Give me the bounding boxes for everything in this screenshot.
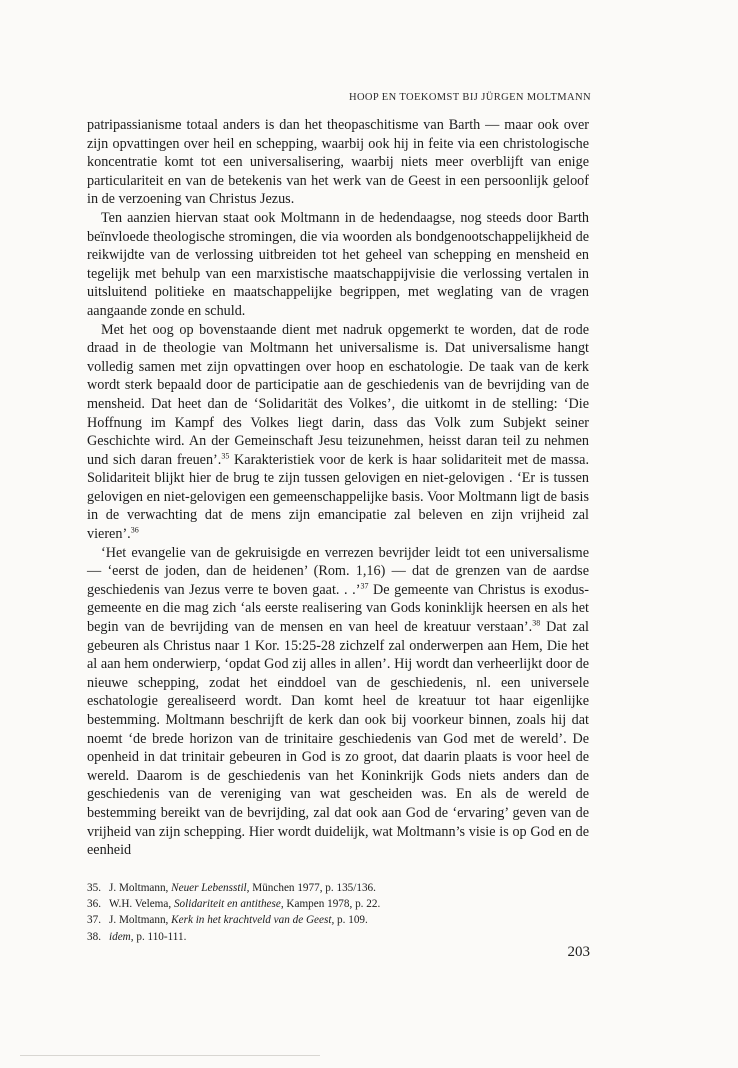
footnote-details: p. 110-111. xyxy=(133,930,187,943)
footnote-author: J. Moltmann, xyxy=(109,882,172,894)
page-number: 203 xyxy=(567,944,590,960)
footnote-35 xyxy=(87,880,589,896)
footnote-title: idem, xyxy=(109,930,134,943)
paragraph-4 xyxy=(87,544,589,860)
body-text xyxy=(87,116,589,860)
footnote-details: München 1977, p. 135/136. xyxy=(249,882,376,894)
footnote-ref-37: 37 xyxy=(360,581,369,591)
paragraph-4-text-a: ‘Het evangelie van de gekruisigde en verrezen bevrijder leidt tot een universalisme — ‘eerst de joden, dan de heidenen’ (Rom. 1,16) — dat de grenzen van de aardse geschiedenis van Jezus verre te boven gaat. . .’ xyxy=(87,544,589,598)
footnote-text xyxy=(109,912,368,928)
footnote-ref-36: 36 xyxy=(130,525,139,535)
footnote-details: Kampen 1978, p. 22. xyxy=(283,898,381,911)
footnote-36 xyxy=(87,896,589,912)
footnote-ref-35: 35 xyxy=(221,450,230,460)
footnotes xyxy=(87,880,589,945)
footnote-37 xyxy=(87,912,589,928)
footnote-number: 38. xyxy=(87,930,101,943)
paragraph-3-text-a: Met het oog op bovenstaande dient met nadruk opgemerkt te worden, dat de rode draad in de theologie van Moltmann het universalisme is. Dat universalisme hangt volledig samen met zijn opvattingen over hoop en eschatologie. De taak van de kerk wordt sterk bepaald door de participatie aan de geschiedenis van de bevrijding van de mensheid. Dat heet dan de ‘Solidarität des Volkes’, die uitkomt in de stelling: ‘Die Hoffnung im Kampf des Volkes liegt darin, dass das Volk zum Subjekt seiner Geschichte wird. An der Gemeinschaft Jesu teizunehmen, heisst daran teil zu nehmen und sich daran freuen’. xyxy=(87,321,589,468)
paragraph-4-text-b: De gemeente van Christus is exodus-gemeente en die mag zich ‘als eerste realisering van Gods koninklijk heersen en als het begin van de bevrijding van de mensen en van heel de kreatuur verstaan’. xyxy=(87,581,590,636)
footnote-text xyxy=(109,896,380,912)
paragraph-1: patripassianisme totaal anders is dan het theopaschitisme van Barth — maar ook over zijn opvattingen over heil en schepping, waarbij ook hij in feite via een christologische koncentratie komt tot een universalisering, waarbij niets meer overblijft van enige particulariteit en van de betekenis van het werk van de Geest in een persoonlijk geloof in de verzoening van Christus Jezus. xyxy=(87,117,589,208)
paragraph-3-text-b: Karakteristiek voor de kerk is haar solidariteit met de massa. Solidariteit blijkt hier de brug te zijn tussen gelovigen en niet-gelovigen . ‘Er is tussen gelovigen en niet-gelovigen een gemeenschappelijke basis. Voor Moltmann ligt de basis in de verwachting dat de mens zijn emancipatie zal beleven en zijn vrijheid zal vieren’. xyxy=(87,451,589,543)
footnote-text xyxy=(109,880,376,896)
footnote-text xyxy=(109,929,186,945)
footnote-author: W.H. Velema, xyxy=(109,898,174,911)
paragraph-3 xyxy=(87,321,589,544)
footnote-38 xyxy=(87,929,589,945)
footnote-details: p. 109. xyxy=(334,914,368,927)
footnote-author: J. Moltmann, xyxy=(109,914,172,927)
footnote-number: 35. xyxy=(87,882,101,894)
scan-edge-line xyxy=(20,1055,320,1056)
footnote-title: Neuer Lebensstil, xyxy=(171,882,250,894)
footnote-ref-38: 38 xyxy=(532,618,541,628)
footnote-number: 37. xyxy=(87,914,101,927)
footnote-title: Kerk in het krachtveld van de Geest, xyxy=(171,914,335,927)
running-head: HOOP EN TOEKOMST BIJ JÜRGEN MOLTMANN xyxy=(348,92,591,103)
paragraph-2: Ten aanzien hiervan staat ook Moltmann in de hedendaagse, nog steeds door Barth beïnvloede theologische stromingen, die via woorden als bondgenootschappelijkheid de reikwijdte van de verlossing uitbreiden tot het geheel van schepping en mensheid en tegelijk met behulp van een marxistische maatschappijvisie die verlossing vertalen in uitsluitend politieke en maatschappelijke begrippen, met weglating van de vragen aangaande zonde en schuld. xyxy=(87,209,589,319)
paragraph-4-text-c: Dat zal gebeuren als Christus naar 1 Kor. 15:25-28 zichzelf zal onderwerpen aan Hem, Die het al aan hem onderwierp, ‘opdat God zij alles in allen’. Hij wordt dan verheerlijkt door de nieuwe schepping, zodat het einddoel van de geschiedenis, nl. een universele eschatologie gerealiseerd wordt. Dan komt heel de kreatuur tot haar eigenlijke bestemming. Moltmann beschrijft de kerk dan ook bij voorkeur binnen, zoals hij dat noemt ‘de brede horizon van de trinitaire geschiedenis van God met de wereld’. De openheid in dat trinitair gebeuren in God is zo groot, dat daarin plaats is voor heel de wereld. Daarom is de geschiedenis van het Koninkrijk Gods niets anders dan de geschiedenis van de vereniging van wat gescheiden was. En als de wereld de bestemming bereikt van de bevrijding, zal dat ook aan God de ‘ervaring’ geven van de vrijheid van zijn schepping. Hier wordt duidelijk, wat Moltmann’s visie is op God en de eenheid xyxy=(87,619,590,859)
footnote-number: 36. xyxy=(87,898,101,911)
footnote-title: Solidariteit en antithese, xyxy=(173,898,284,911)
